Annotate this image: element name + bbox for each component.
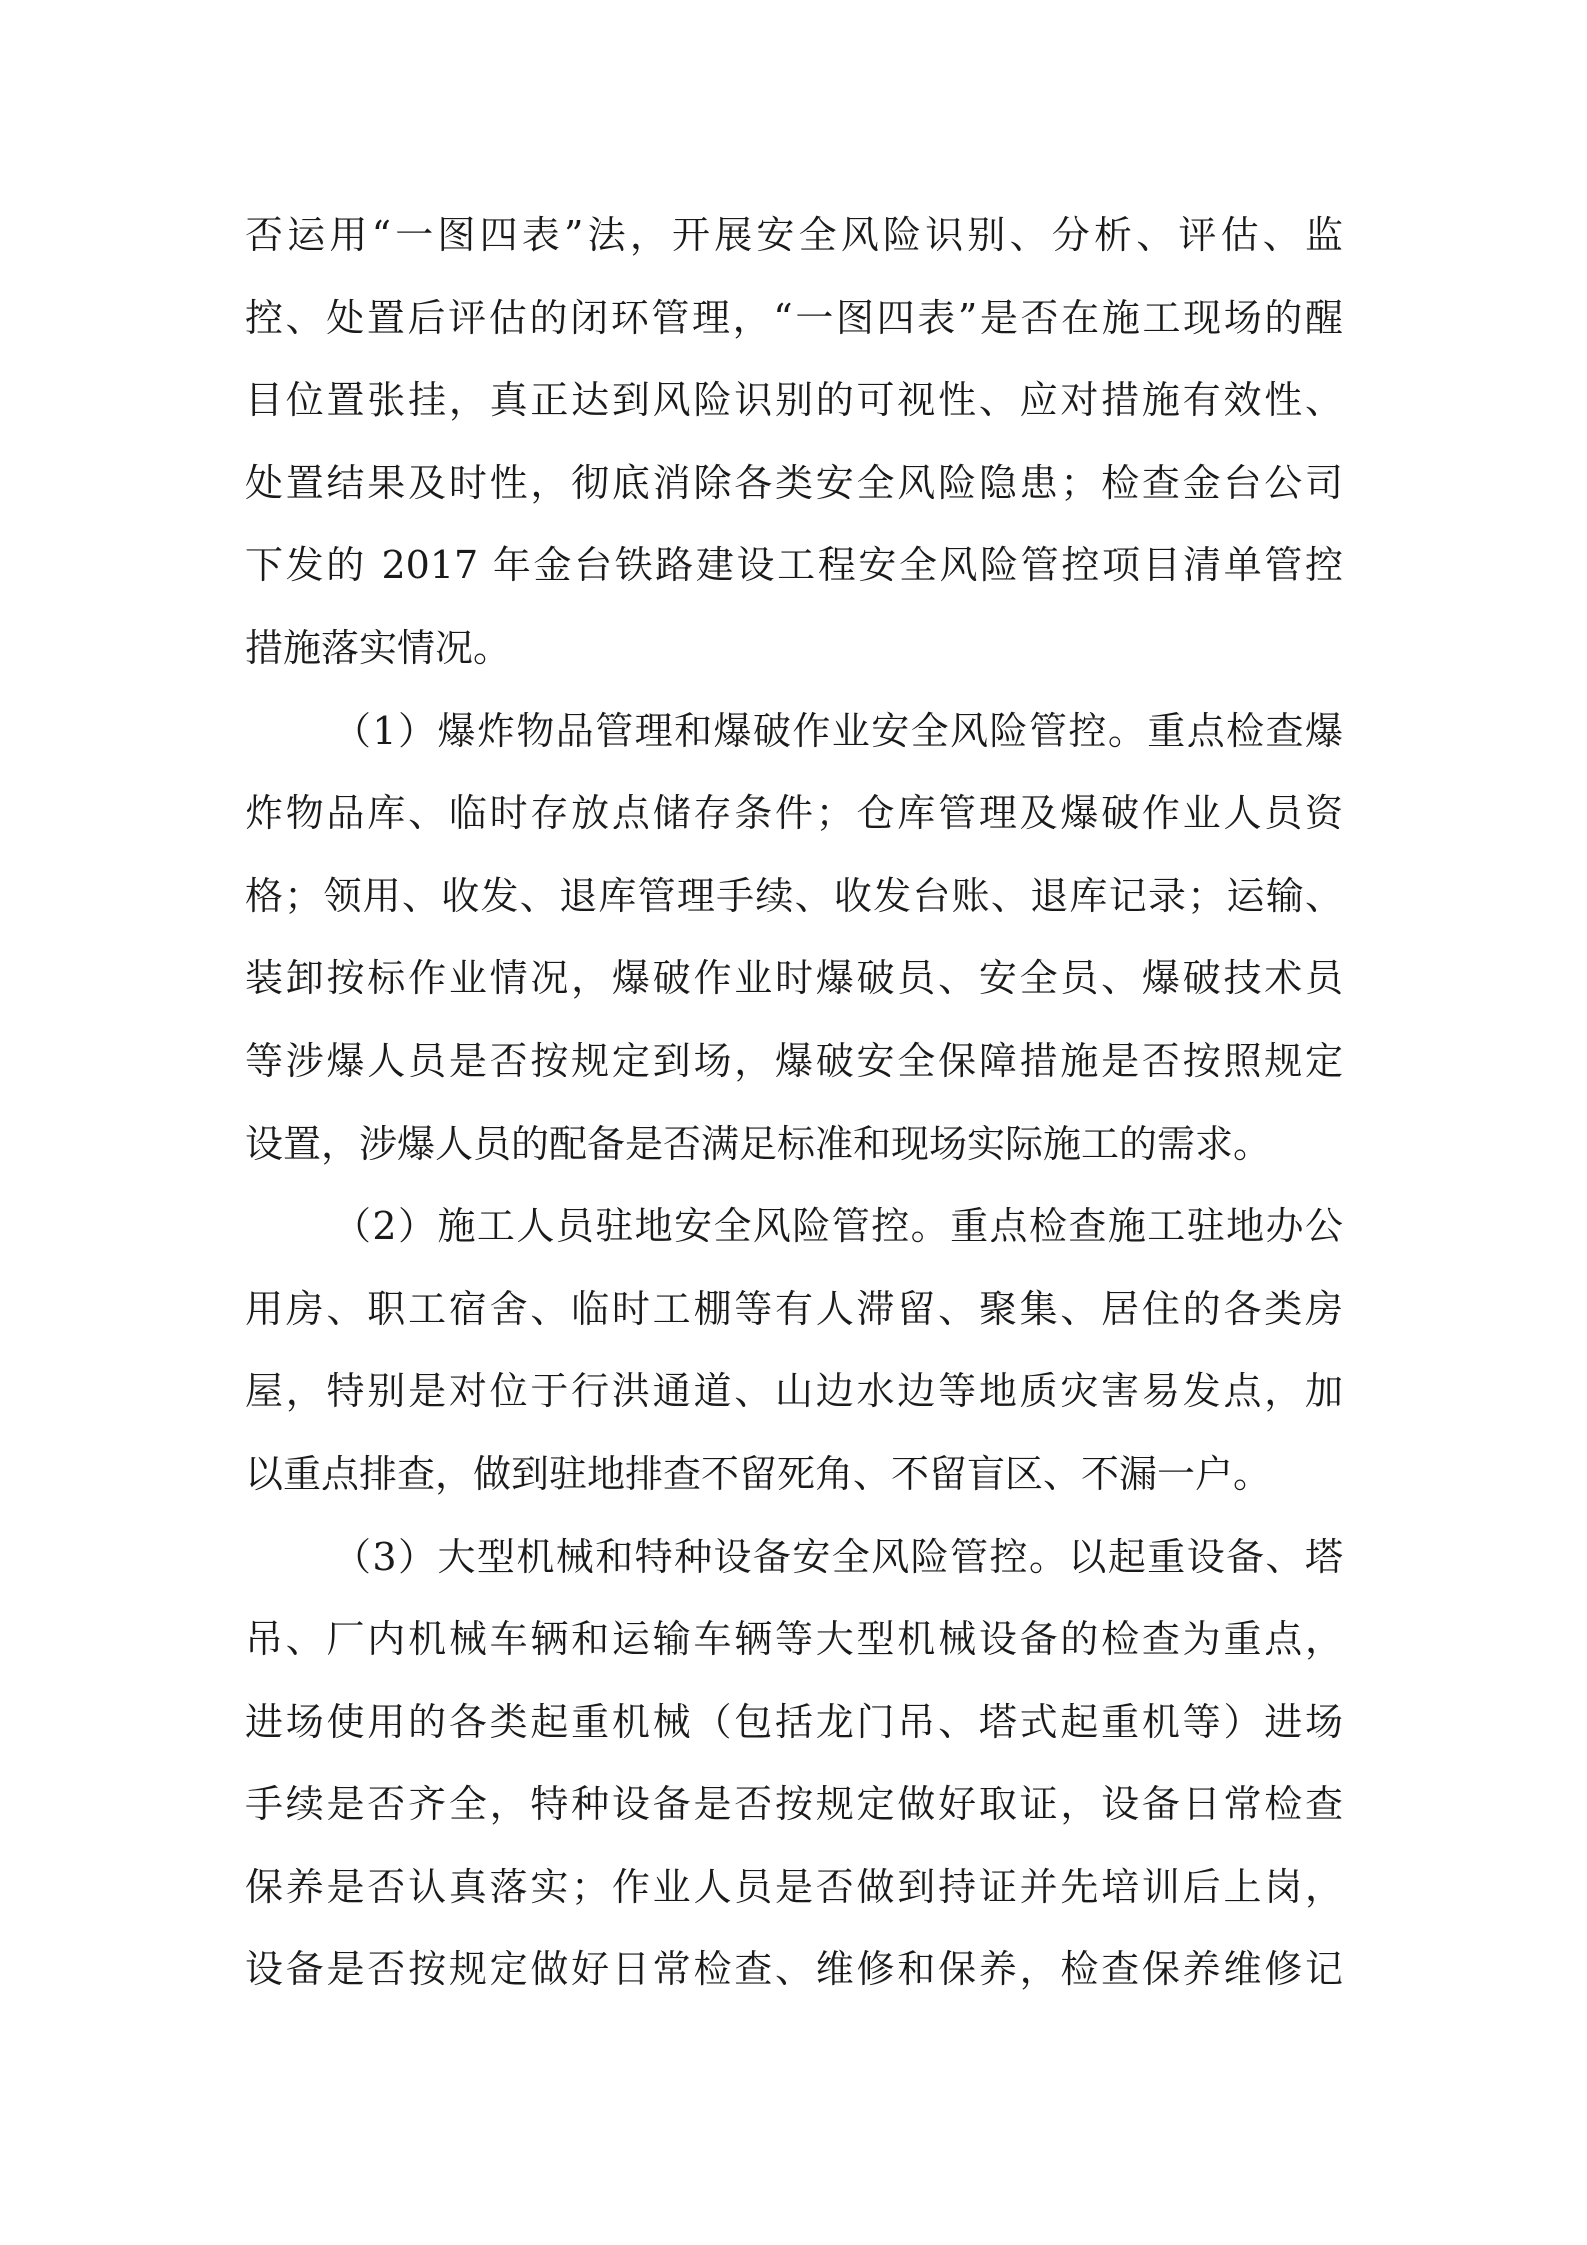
text-line: 等涉爆人员是否按规定到场，爆破安全保障措施是否按照规定 xyxy=(245,1038,1343,1083)
text-line: 进场使用的各类起重机械（包括龙门吊、塔式起重机等）进场 xyxy=(245,1699,1343,1744)
text-line: 措施落实情况。 xyxy=(245,625,512,670)
text-line: 手续是否齐全，特种设备是否按规定做好取证，设备日常检查 xyxy=(245,1782,1343,1827)
text-line: 装卸按标作业情况，爆破作业时爆破员、安全员、爆破技术员 xyxy=(245,956,1343,1001)
text-line: 下发的 2017 年金台铁路建设工程安全风险管控项目清单管控 xyxy=(245,543,1343,588)
text-line: 格；领用、收发、退库管理手续、收发台账、退库记录；运输、 xyxy=(245,873,1343,918)
text-line: 保养是否认真落实；作业人员是否做到持证并先培训后上岗， xyxy=(245,1864,1343,1909)
text-line: 否运用“一图四表”法，开展安全风险识别、分析、评估、监 xyxy=(245,213,1343,257)
text-line: 以重点排查，做到驻地排查不留死角、不留盲区、不漏一户。 xyxy=(245,1451,1272,1496)
text-line: 用房、职工宿舍、临时工棚等有人滞留、聚集、居住的各类房 xyxy=(245,1286,1343,1331)
text-line: 处置结果及时性，彻底消除各类安全风险隐患；检查金台公司 xyxy=(245,460,1343,505)
paragraph-first-line: （2）施工人员驻地安全风险管控。重点检查施工驻地办公 xyxy=(333,1204,1343,1249)
paragraph-first-line: （3）大型机械和特种设备安全风险管控。以起重设备、塔 xyxy=(333,1534,1343,1579)
text-line: 设备是否按规定做好日常检查、维修和保养，检查保养维修记 xyxy=(245,1947,1343,1992)
text-line: 炸物品库、临时存放点储存条件；仓库管理及爆破作业人员资 xyxy=(245,791,1343,836)
text-line: 屋，特别是对位于行洪通道、山边水边等地质灾害易发点，加 xyxy=(245,1369,1343,1414)
text-line: 目位置张挂，真正达到风险识别的可视性、应对措施有效性、 xyxy=(245,378,1343,423)
document-body xyxy=(245,200,1343,2017)
text-line: 吊、厂内机械车辆和运输车辆等大型机械设备的检查为重点， xyxy=(245,1617,1343,1662)
paragraph-first-line: （1）爆炸物品管理和爆破作业安全风险管控。重点检查爆 xyxy=(333,708,1343,753)
text-line: 控、处置后评估的闭环管理，“一图四表”是否在施工现场的醒 xyxy=(245,295,1343,340)
text-line: 设置，涉爆人员的配备是否满足标准和现场实际施工的需求。 xyxy=(245,1121,1272,1166)
